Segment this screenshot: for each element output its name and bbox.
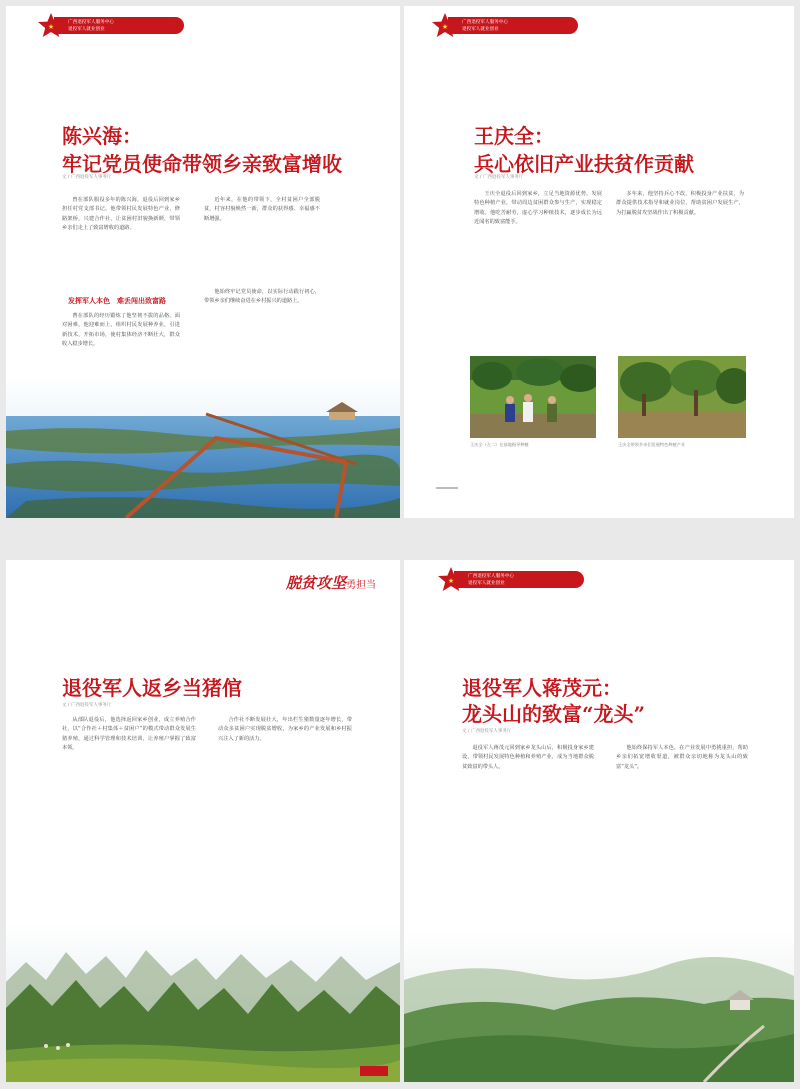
svg-text:★: ★: [441, 23, 449, 31]
header-badge-line2: 退役军人就业创业: [68, 27, 105, 32]
article-byline: 文 / 广西退役军人事务厅: [462, 729, 512, 734]
header-badge-band: [448, 17, 578, 34]
article-column-2: 多年来，他坚持兵心不改，积极投身产业扶贫，为群众提供技术指导和就业岗位，帮助贫困户发展生产，为打赢脱贫攻坚战作出了积极贡献。: [616, 191, 744, 216]
article-column-2: 合作社不断发展壮大，年出栏生猪数量逐年增长，带动众多贫困户实现脱贫增收，为家乡的产业发展和乡村振兴注入了新的活力。: [218, 717, 352, 742]
header-badge-line1: 广西退役军人服务中心: [468, 574, 514, 579]
red-star-icon: [436, 566, 466, 592]
header-badge: [36, 12, 186, 38]
header-badge-line2: 退役军人就业创业: [462, 27, 499, 32]
footer-red-tab: [360, 1066, 388, 1076]
header-badge-band: [454, 571, 584, 588]
brand-tail: 勇担当: [346, 580, 377, 591]
red-star-icon: [36, 12, 66, 38]
svg-text:★: ★: [447, 577, 455, 585]
article-title-line1: 退役军人蒋茂元：: [462, 676, 622, 700]
article-title-line1: 陈兴海：: [62, 124, 142, 148]
article-title-line2: 兵心依旧产业扶贫作贡献: [474, 152, 694, 176]
orchard-trees-photo: [618, 356, 746, 438]
article-title: 退役军人返乡当猪倌: [62, 676, 242, 700]
article-column-3: 近年来，在他的带领下，全村贫困户全部脱贫，村容村貌焕然一新，群众的获得感、幸福感不断增强。: [204, 197, 320, 222]
article-byline: 文 / 广西退役军人事务厅: [474, 175, 524, 180]
article-byline: 文 / 广西退役军人事务厅: [62, 703, 112, 708]
header-badge-line1: 广西退役军人服务中心: [462, 20, 508, 25]
article-column-1: 退役军人蒋茂元回到家乡龙头山后，积极投身家乡建设，带领村民发展特色种植和养殖产业，成为当地群众脱贫致富的带头人。: [462, 745, 594, 770]
article-title-line1: 王庆全：: [474, 124, 554, 148]
article-subhead: 发挥军人本色 难丢闯出致富路: [68, 297, 166, 305]
red-star-icon: [430, 12, 460, 38]
header-badge: [436, 566, 586, 592]
karst-mountains-photo: [6, 922, 400, 1082]
photo-caption-1: 王庆全（左二）在基地指导种植: [470, 442, 529, 447]
page-pig-farmer: [6, 560, 400, 1082]
page-chen-xinghai: [6, 6, 400, 518]
header-badge-band: [54, 17, 184, 34]
svg-text:★: ★: [47, 23, 55, 31]
article-title-line2: 龙头山的致富“龙头”: [462, 702, 646, 726]
header-badge: [430, 12, 580, 38]
green-hills-photo: [404, 930, 794, 1082]
boardwalk-lake-photo: [6, 376, 400, 518]
article-title-line2: 牢记党员使命带领乡亲致富增收: [62, 152, 342, 176]
page-number-mark: [436, 487, 458, 489]
header-badge-line2: 退役军人就业创业: [468, 581, 505, 586]
article-column-4: 他始终牢记党员使命，以实际行动践行初心，带领乡亲们继续奋进在乡村振兴的道路上。: [204, 289, 320, 305]
article-column-1: 从部队退役后，他选择返回家乡创业，成立养殖合作社，以“合作社＋村集体＋贫困户”的模式带动群众发展生猪养殖，通过科学管理和技术培训，让养殖户掌握了致富本领。: [62, 717, 196, 751]
article-column-2: 曹在部队的经历锻炼了他坚韧不拔的品格。面对困难，他迎难而上，组织村民发展种养业，引进新技术，开拓市场，使村集体经济不断壮大，群众收入稳步增长。: [62, 313, 180, 347]
page-wang-qingquan: [404, 6, 794, 518]
brand-header: [286, 572, 376, 593]
photo-caption-2: 王庆全带领乡亲们发展特色种植产业: [618, 442, 686, 447]
article-column-1: 王庆全退役后回到家乡，立足当地资源优势，发展特色种植产业，带动周边贫困群众参与生产，实现稳定增收。他吃苦耐劳，虚心学习种植技术，逐步成长为远近闻名的致富能手。: [474, 191, 602, 225]
page-jiang-maoyuan: [404, 560, 794, 1082]
article-column-1: 曾在部队服役多年的陈兴海，退役后回到家乡担任村党支部书记。他带领村民发展特色产业，修路架桥，兴建合作社，让贫困村旧貌换新颜，带领乡亲们走上了致富增收的道路。: [62, 197, 180, 231]
article-byline: 文 / 广西退役军人事务厅: [62, 175, 112, 180]
orchard-people-photo: [470, 356, 596, 438]
article-column-2: 他始终保持军人本色，在产业发展中勇挑重担，帮助乡亲们拓宽增收渠道，被群众亲切地称为龙头山的致富“龙头”。: [616, 745, 748, 770]
header-badge-line1: 广西退役军人服务中心: [68, 20, 114, 25]
brand-main: 脱贫攻坚: [286, 574, 347, 592]
